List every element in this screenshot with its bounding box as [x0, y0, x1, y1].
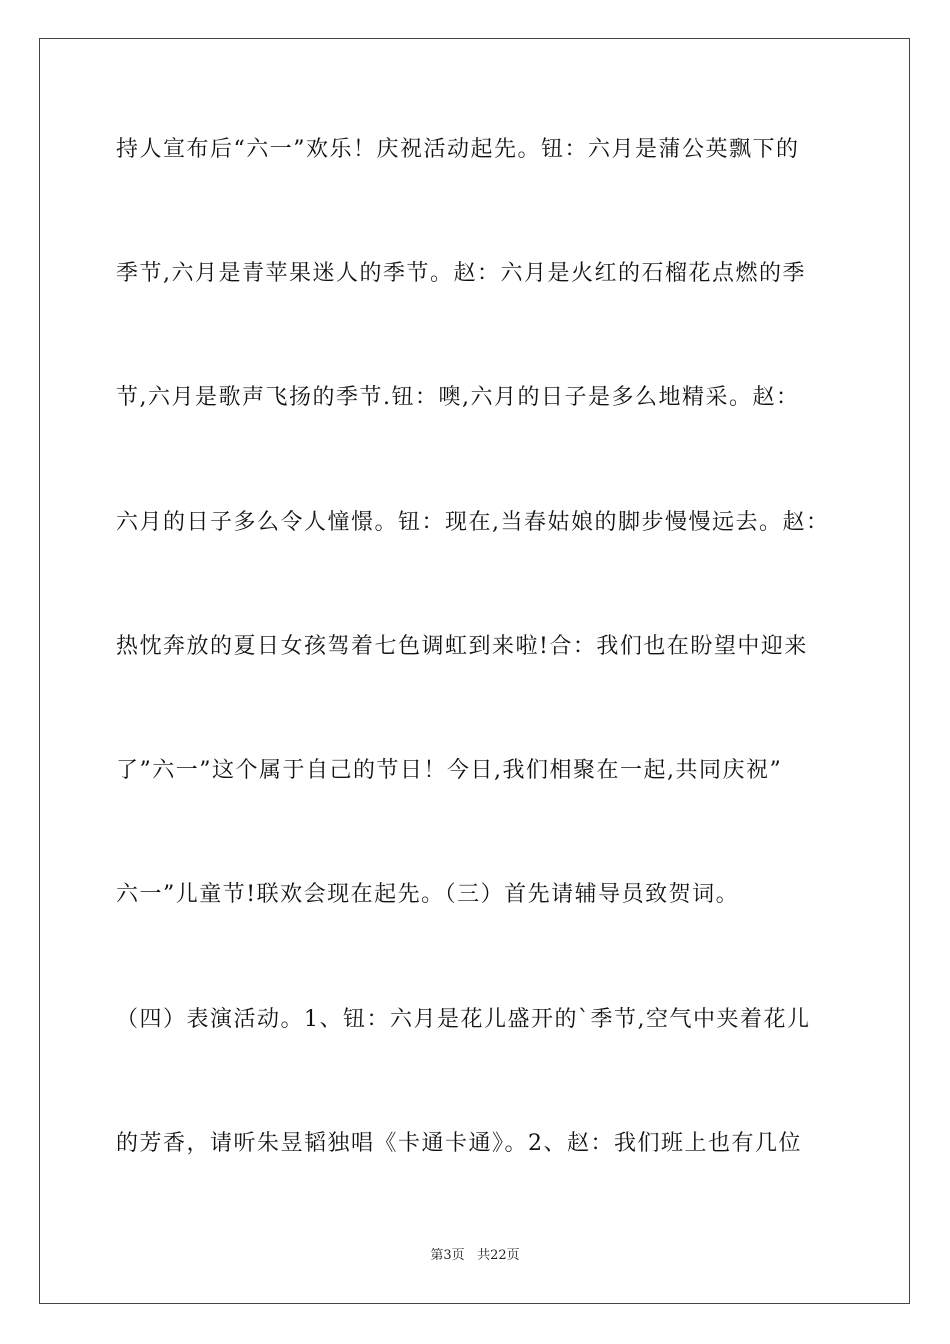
body-text-line: 六月的日子多么令人憧憬。钮：现在,当春姑娘的脚步慢慢远去。赵： — [116, 510, 830, 535]
body-text-line: 六一”儿童节!联欢会现在起先。（三）首先请辅导员致贺词。 — [116, 882, 740, 907]
body-text-line: 热忱奔放的夏日女孩驾着七色调虹到来啦!合：我们也在盼望中迎来 — [116, 634, 808, 659]
body-text-line: （四）表演活动。1、钮：六月是花儿盛开的`季节,空气中夹着花儿 — [116, 1007, 811, 1032]
page-number: 第3页 — [430, 1248, 465, 1263]
body-text-line: 持人宣布后“六一”欢乐！庆祝活动起先。钮：六月是蒲公英飘下的 — [116, 137, 800, 162]
body-text-line: 季节,六月是青苹果迷人的季节。赵：六月是火红的石榴花点燃的季 — [116, 261, 806, 286]
body-text-line: 了”六一”这个属于自己的节日！今日,我们相聚在一起,共同庆祝” — [116, 758, 783, 783]
body-text-line: 的芳香，请听朱昱韬独唱《卡通卡通》。2、赵：我们班上也有几位 — [116, 1131, 802, 1156]
page-border — [39, 38, 910, 1304]
page-footer — [0, 1244, 950, 1263]
total-pages: 共22页 — [477, 1248, 520, 1263]
body-text-line: 节,六月是歌声飞扬的季节.钮：噢,六月的日子是多么地精采。赵： — [116, 385, 800, 410]
